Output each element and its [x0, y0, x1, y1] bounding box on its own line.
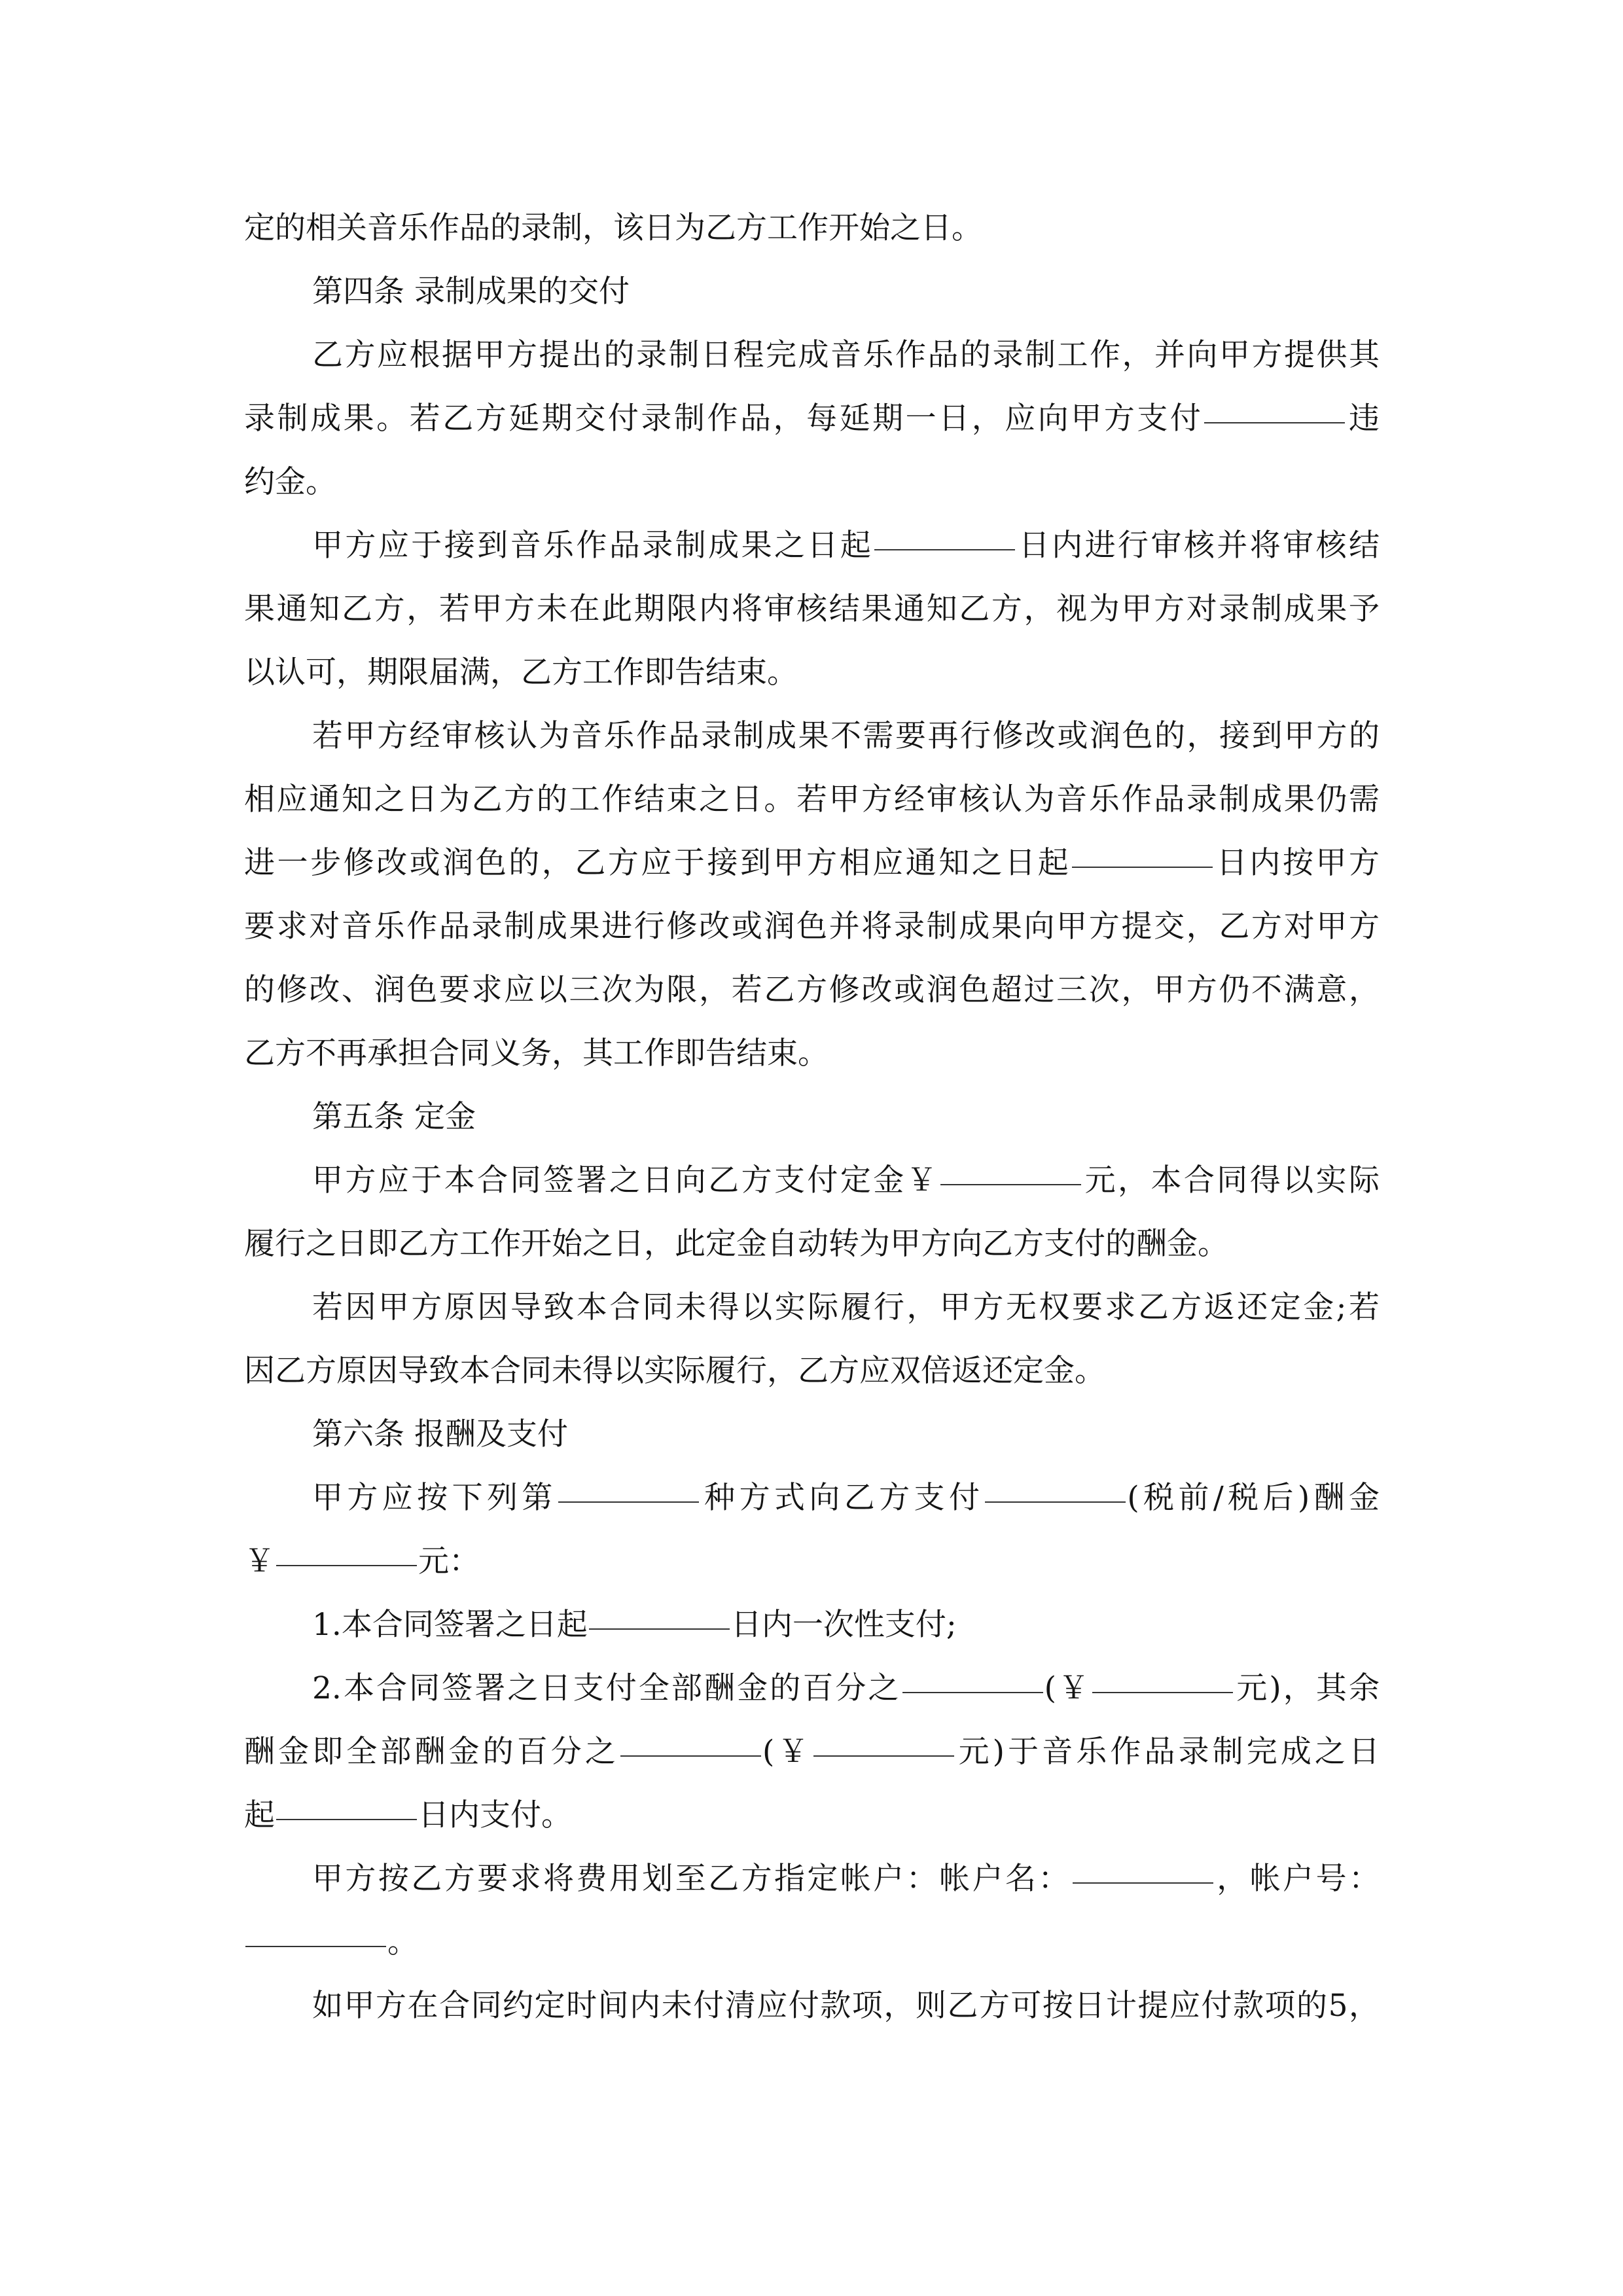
- fill-blank: [589, 1628, 730, 1630]
- fill-blank: [1092, 1692, 1233, 1693]
- fill-blank: [985, 1501, 1126, 1503]
- line-text: 甲方按乙方要求将费用划至乙方指定帐户：帐户名：: [312, 1861, 1071, 1897]
- line-text: 种方式向乙方支付: [700, 1480, 984, 1516]
- line-text: 元)，其余: [1234, 1670, 1380, 1706]
- line-text: 以认可，期限届满，乙方工作即告结束。: [244, 655, 798, 691]
- line-text: 乙方应根据甲方提出的录制日程完成音乐作品的录制工作，并向甲方提供其: [312, 337, 1380, 373]
- section-heading: [244, 1403, 1380, 1466]
- fill-blank: [245, 1946, 386, 1947]
- text-line: [244, 450, 1380, 514]
- line-text: 因乙方原因导致本合同未得以实际履行，乙方应双倍返还定金。: [244, 1353, 1105, 1389]
- line-text: 乙方不再承担合同义务，其工作即告结束。: [244, 1035, 829, 1071]
- line-text: 2.本合同签署之日支付全部酬金的百分之: [312, 1670, 901, 1706]
- line-text: 1.本合同签署之日起: [312, 1607, 588, 1643]
- text-line: [244, 768, 1380, 831]
- fill-blank: [558, 1501, 699, 1503]
- text-line: [244, 1720, 1380, 1784]
- text-line: [244, 1149, 1380, 1212]
- text-line: [244, 514, 1380, 577]
- heading-text: 第四条 录制成果的交付: [312, 274, 630, 310]
- section-heading: [244, 260, 1380, 323]
- text-line: [244, 1339, 1380, 1403]
- fill-blank: [874, 549, 1015, 550]
- text-line: [244, 1466, 1380, 1530]
- text-line: [244, 831, 1380, 895]
- line-text: 要求对音乐作品录制成果进行修改或润色并将录制成果向甲方提交，乙方对甲方: [244, 908, 1380, 944]
- text-line: [244, 1910, 1380, 1974]
- line-text: 甲方应于本合同签署之日向乙方支付定金￥: [312, 1162, 940, 1198]
- text-line: [244, 577, 1380, 641]
- text-line: [244, 1974, 1380, 2037]
- text-line: [244, 1784, 1380, 1847]
- fill-blank: [276, 1565, 417, 1566]
- heading-text: 第六条 报酬及支付: [312, 1416, 568, 1452]
- text-line: [244, 1847, 1380, 1910]
- text-line: [244, 1212, 1380, 1276]
- text-line: [244, 1593, 1380, 1657]
- line-text: 起: [244, 1797, 275, 1833]
- line-text: (￥: [762, 1734, 812, 1770]
- fill-blank: [1204, 422, 1345, 423]
- line-text: 甲方应按下列第: [312, 1480, 557, 1516]
- line-text: 日内一次性支付;: [730, 1607, 957, 1643]
- line-text: ￥: [244, 1543, 275, 1579]
- line-text: 违: [1346, 401, 1380, 437]
- line-text: 约金。: [244, 464, 336, 500]
- line-text: 相应通知之日为乙方的工作结束之日。若甲方经审核认为音乐作品录制成果仍需: [244, 781, 1380, 817]
- line-text: ，帐户号：: [1214, 1861, 1380, 1897]
- line-text: 日内进行审核并将审核结: [1016, 528, 1380, 564]
- line-text: 。: [387, 1924, 418, 1960]
- text-line: [244, 704, 1380, 768]
- line-text: (税前/税后)酬金: [1127, 1480, 1380, 1516]
- text-line: [244, 895, 1380, 958]
- line-text: 酬金即全部酬金的百分之: [244, 1734, 619, 1770]
- text-line: [244, 1022, 1380, 1085]
- line-text: 日内支付。: [418, 1797, 572, 1833]
- fill-blank: [276, 1819, 417, 1820]
- fill-blank: [813, 1755, 954, 1757]
- fill-blank: [940, 1184, 1081, 1185]
- line-text: 定的相关音乐作品的录制，该日为乙方工作开始之日。: [244, 210, 982, 246]
- line-text: 元，本合同得以实际: [1082, 1162, 1380, 1198]
- text-line: [244, 1530, 1380, 1593]
- line-text: 如甲方在合同约定时间内未付清应付款项，则乙方可按日计提应付款项的5，: [312, 1988, 1380, 2024]
- line-text: 元)于音乐作品录制完成之日: [955, 1734, 1380, 1770]
- line-text: (￥: [1044, 1670, 1092, 1706]
- fill-blank: [1073, 1882, 1213, 1884]
- line-text: 若因甲方原因导致本合同未得以实际履行，甲方无权要求乙方返还定金;若: [312, 1289, 1380, 1325]
- text-line: [244, 641, 1380, 704]
- fill-blank: [620, 1755, 761, 1757]
- document-page: [244, 196, 1380, 2037]
- heading-text: 第五条 定金: [312, 1099, 476, 1135]
- line-text: 若甲方经审核认为音乐作品录制成果不需要再行修改或润色的，接到甲方的: [312, 718, 1380, 754]
- line-text: 元：: [418, 1543, 480, 1579]
- text-line: [244, 196, 1380, 260]
- text-line: [244, 1657, 1380, 1720]
- fill-blank: [1072, 867, 1213, 868]
- line-text: 果通知乙方，若甲方未在此期限内将审核结果通知乙方，视为甲方对录制成果予: [244, 591, 1380, 627]
- line-text: 的修改、润色要求应以三次为限，若乙方修改或润色超过三次，甲方仍不满意，: [244, 972, 1380, 1008]
- line-text: 进一步修改或润色的，乙方应于接到甲方相应通知之日起: [244, 845, 1071, 881]
- line-text: 录制成果。若乙方延期交付录制作品，每延期一日，应向甲方支付: [244, 401, 1204, 437]
- text-line: [244, 1276, 1380, 1339]
- line-text: 日内按甲方: [1214, 845, 1380, 881]
- fill-blank: [902, 1692, 1043, 1693]
- section-heading: [244, 1085, 1380, 1149]
- text-line: [244, 323, 1380, 387]
- text-line: [244, 958, 1380, 1022]
- text-line: [244, 387, 1380, 450]
- line-text: 履行之日即乙方工作开始之日，此定金自动转为甲方向乙方支付的酬金。: [244, 1226, 1228, 1262]
- line-text: 甲方应于接到音乐作品录制成果之日起: [312, 528, 874, 564]
